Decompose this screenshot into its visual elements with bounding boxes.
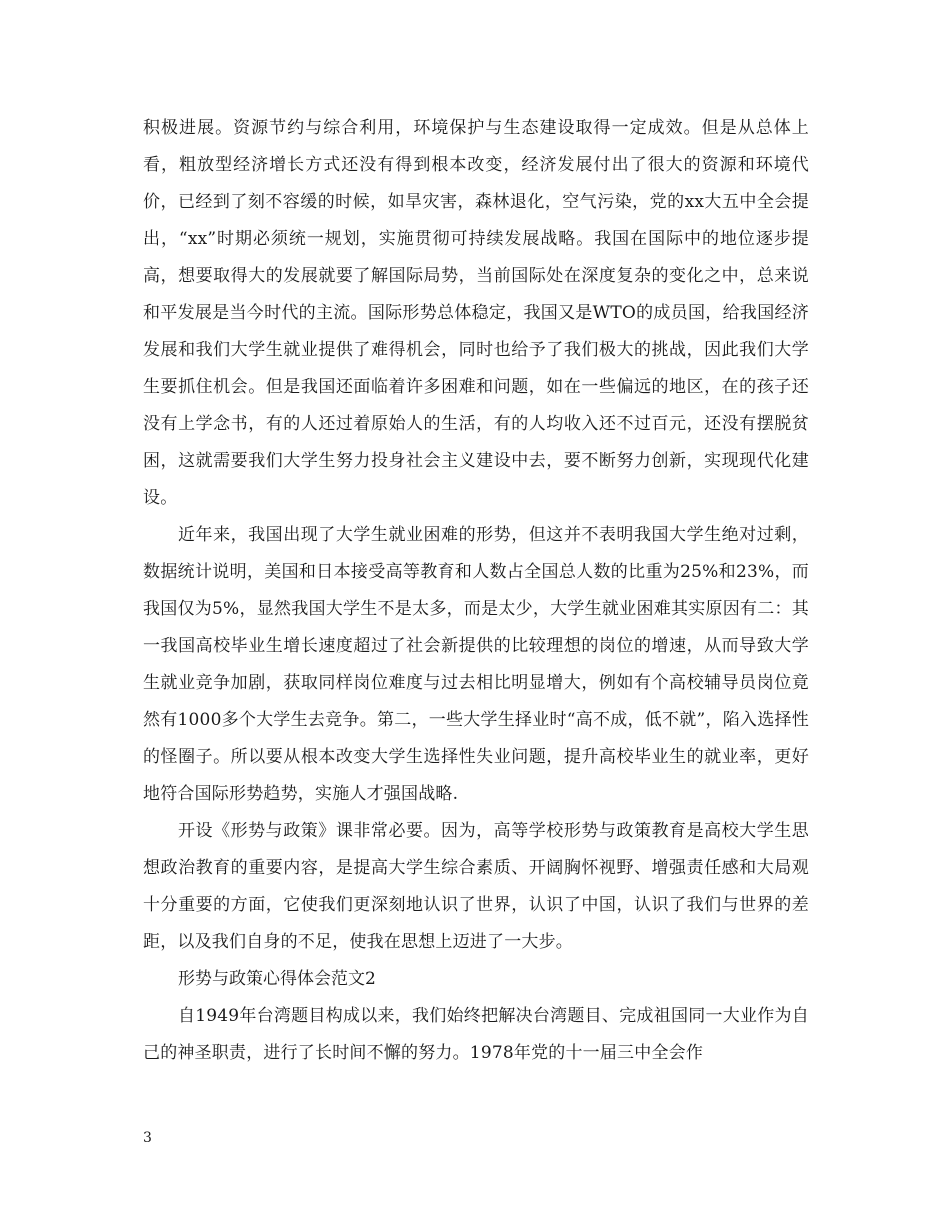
paragraph-continued: 积极进展。资源节约与综合利用，环境保护与生态建设取得一定成效。但是从总体上看，粗放型经济增长方式还没有得到根本改变，经济发展付出了很大的资源和环境代价，已经到了刻不容缓的时候，如旱灾害，森林退化，空气污染，党的xx大五中全会提出，“xx”时期必须统一规划，实施贯彻可持续发展战略。我国在国际中的地位逐步提高，想要取得大的发展就要了解国际局势，当前国际处在深度复杂的变化之中，总来说和平发展是当今时代的主流。国际形势总体稳定，我国又是WTO的成员国，给我国经济发展和我们大学生就业提供了难得机会，同时也给予了我们极大的挑战，因此我们大学生要抓住机会。但是我国还面临着许多困难和问题，如在一些偏远的地区，在的孩子还没有上学念书，有的人还过着原始人的生活，有的人均收入还不过百元，还没有摆脱贫困，这就需要我们大学生努力投身社会主义建设中去，要不断努力创新，实现现代化建设。 [143, 118, 809, 508]
paragraph-course: 开设《形势与政策》课非常必要。因为，高等学校形势与政策教育是高校大学生思想政治教育的重要内容，是提高大学生综合素质、开阔胸怀视野、增强责任感和大局观十分重要的方面，它使我们更深刻地认识了世界，认识了中国，认识了我们与世界的差距，以及我们自身的不足，使我在思想上迈进了一大步。 [143, 821, 809, 952]
paragraph-employment: 近年来，我国出现了大学生就业困难的形势，但这并不表明我国大学生绝对过剩，数据统计说明，美国和日本接受高等教育和人数占全国总人数的比重为25%和23%，而我国仅为5%，显然我国大学生不是太多，而是太少，大学生就业困难其实原因有二：其一我国高校毕业生增长速度超过了社会新提供的比较理想的岗位的增速，从而导致大学生就业竞争加剧，获取同样岗位难度与过去相比明显增大，例如有个高校辅导员岗位竟然有1000多个大学生去竞争。第二，一些大学生择业时“高不成，低不就”，陷入选择性的怪圈子。所以要从根本改变大学生选择性失业问题，提升高校毕业生的就业率，更好地符合国际形势趋势，实施人才强国战略. [143, 525, 809, 804]
page-number: 3 [143, 1130, 152, 1146]
section-title: 形势与政策心得体会范文2 [178, 969, 376, 989]
paragraph-taiwan: 自1949年台湾题目构成以来，我们始终把解决台湾题目、完成祖国同一大业作为自己的神圣职责，进行了长时间不懈的努力。1978年党的十一届三中全会作 [143, 1006, 809, 1063]
document-body [143, 110, 809, 1072]
